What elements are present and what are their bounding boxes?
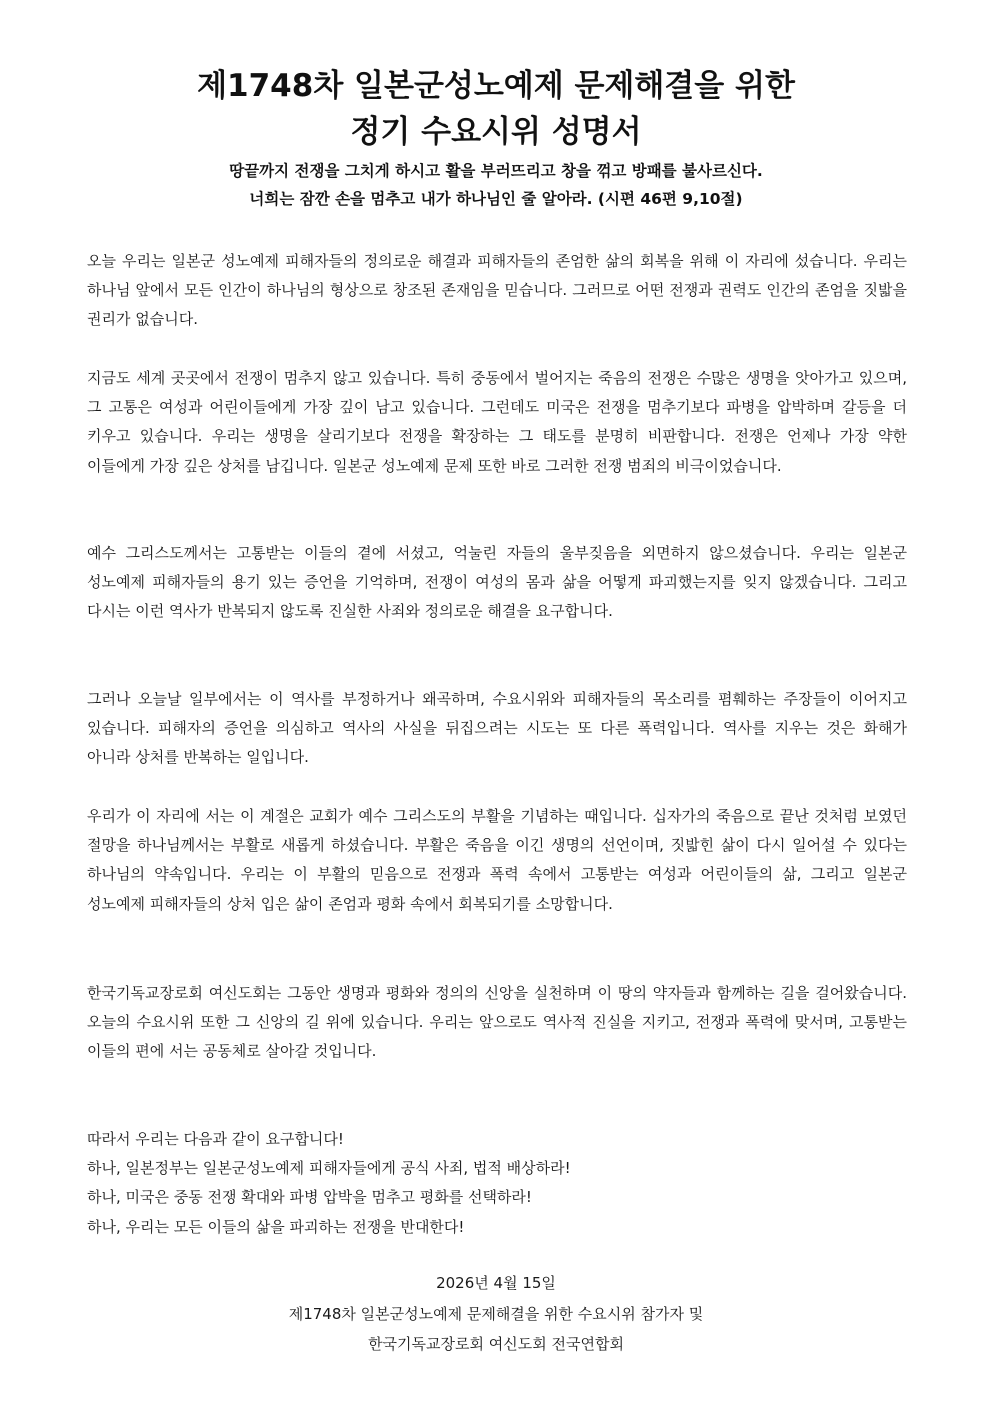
statement-date: 2026년 4월 15일: [436, 1274, 556, 1292]
paragraph-5: 우리가 이 자리에 서는 이 계절은 교회가 예수 그리스도의 부활을 기념하는 때입니다. 십자가의 죽음으로 끝난 것처럼 보였던 절망을 하나님께서는 부활로 새롭게 하셨습니다. 부활은 죽음을 이긴 생명의 선언이며, 짓밟힌 삶이 다시 일어설 수 있다는 하나님의 약속입니다. 우리는 이 부활의 믿음으로 전쟁과 폭력 속에서 고통받는 여성과 어린이들의 삶, 그리고 일본군 성노예제 피해자들의 상처 입은 삶이 존엄과 평화 속에서 회복되기를 소망합니다.: [87, 807, 907, 913]
signoff-block: [0, 1268, 992, 1360]
document-title-line-2: 정기 수요시위 성명서: [350, 114, 642, 150]
document-title-line-1: 제1748차 일본군성노예제 문제해결을 위한: [197, 68, 795, 104]
paragraph-6: 한국기독교장로회 여신도회는 그동안 생명과 평화와 정의의 신앙을 실천하며 이 땅의 약자들과 함께하는 길을 걸어왔습니다. 오늘의 수요시위 또한 그 신앙의 길 위에 있습니다. 우리는 앞으로도 역사적 진실을 지키고, 전쟁과 폭력에 맞서며, 고통받는 이들의 편에 서는 공동체로 살아갈 것입니다.: [87, 984, 907, 1061]
demand-item: 하나, 우리는 모든 이들의 삶을 파괴하는 전쟁을 반대한다!: [87, 1217, 465, 1236]
demands-list: [87, 1125, 907, 1242]
signatory-line-2: 한국기독교장로회 여신도회 전국연합회: [368, 1335, 624, 1353]
demand-item: 하나, 미국은 중동 전쟁 확대와 파병 압박을 멈추고 평화를 선택하라!: [87, 1188, 532, 1207]
epigraph-line-2: 너희는 잠깐 손을 멈추고 내가 하나님인 줄 알아라. (시편 46편 9,10절): [249, 190, 743, 208]
signatory-line-1: 제1748차 일본군성노예제 문제해결을 위한 수요시위 참가자 및: [288, 1304, 704, 1323]
paragraph-4: 그러나 오늘날 일부에서는 이 역사를 부정하거나 왜곡하며, 수요시위와 피해자들의 목소리를 폄훼하는 주장들이 이어지고 있습니다. 피해자의 증언을 의심하고 역사의 사실을 뒤집으려는 시도는 또 다른 폭력입니다. 역사를 지우는 것은 화해가 아니라 상처를 반복하는 일입니다.: [87, 690, 907, 767]
paragraph-2: 지금도 세계 곳곳에서 전쟁이 멈추지 않고 있습니다. 특히 중동에서 벌어지는 죽음의 전쟁은 수많은 생명을 앗아가고 있으며, 그 고통은 여성과 어린이들에게 가장 깊이 남고 있습니다. 그런데도 미국은 전쟁을 멈추기보다 파병을 압박하며 갈등을 더 키우고 있습니다. 우리는 생명을 살리기보다 전쟁을 확장하는 그 태도를 분명히 비판합니다. 전쟁은 언제나 가장 약한 이들에게 가장 깊은 상처를 남깁니다. 일본군 성노예제 문제 또한 바로 그러한 전쟁 범죄의 비극이었습니다.: [87, 369, 907, 475]
demands-intro: 따라서 우리는 다음과 같이 요구합니다!: [87, 1130, 344, 1148]
paragraph-1: 오늘 우리는 일본군 성노예제 피해자들의 정의로운 해결과 피해자들의 존엄한 삶의 회복을 위해 이 자리에 섰습니다. 우리는 하나님 앞에서 모든 인간이 하나님의 형상으로 창조된 존재임을 믿습니다. 그러므로 어떤 전쟁과 권력도 인간의 존엄을 짓밟을 권리가 없습니다.: [87, 252, 907, 329]
epigraph-line-1: 땅끝까지 전쟁을 그치게 하시고 활을 부러뜨리고 창을 꺾고 방패를 불사르신다.: [229, 162, 763, 180]
demand-item: 하나, 일본정부는 일본군성노예제 피해자들에게 공식 사죄, 법적 배상하라!: [87, 1159, 571, 1178]
paragraph-3: 예수 그리스도께서는 고통받는 이들의 곁에 서셨고, 억눌린 자들의 울부짖음을 외면하지 않으셨습니다. 우리는 일본군 성노예제 피해자들의 용기 있는 증언을 기억하며, 전쟁이 여성의 몸과 삶을 어떻게 파괴했는지를 잊지 않겠습니다. 그리고 다시는 이런 역사가 반복되지 않도록 진실한 사죄와 정의로운 해결을 요구합니다.: [87, 544, 907, 621]
